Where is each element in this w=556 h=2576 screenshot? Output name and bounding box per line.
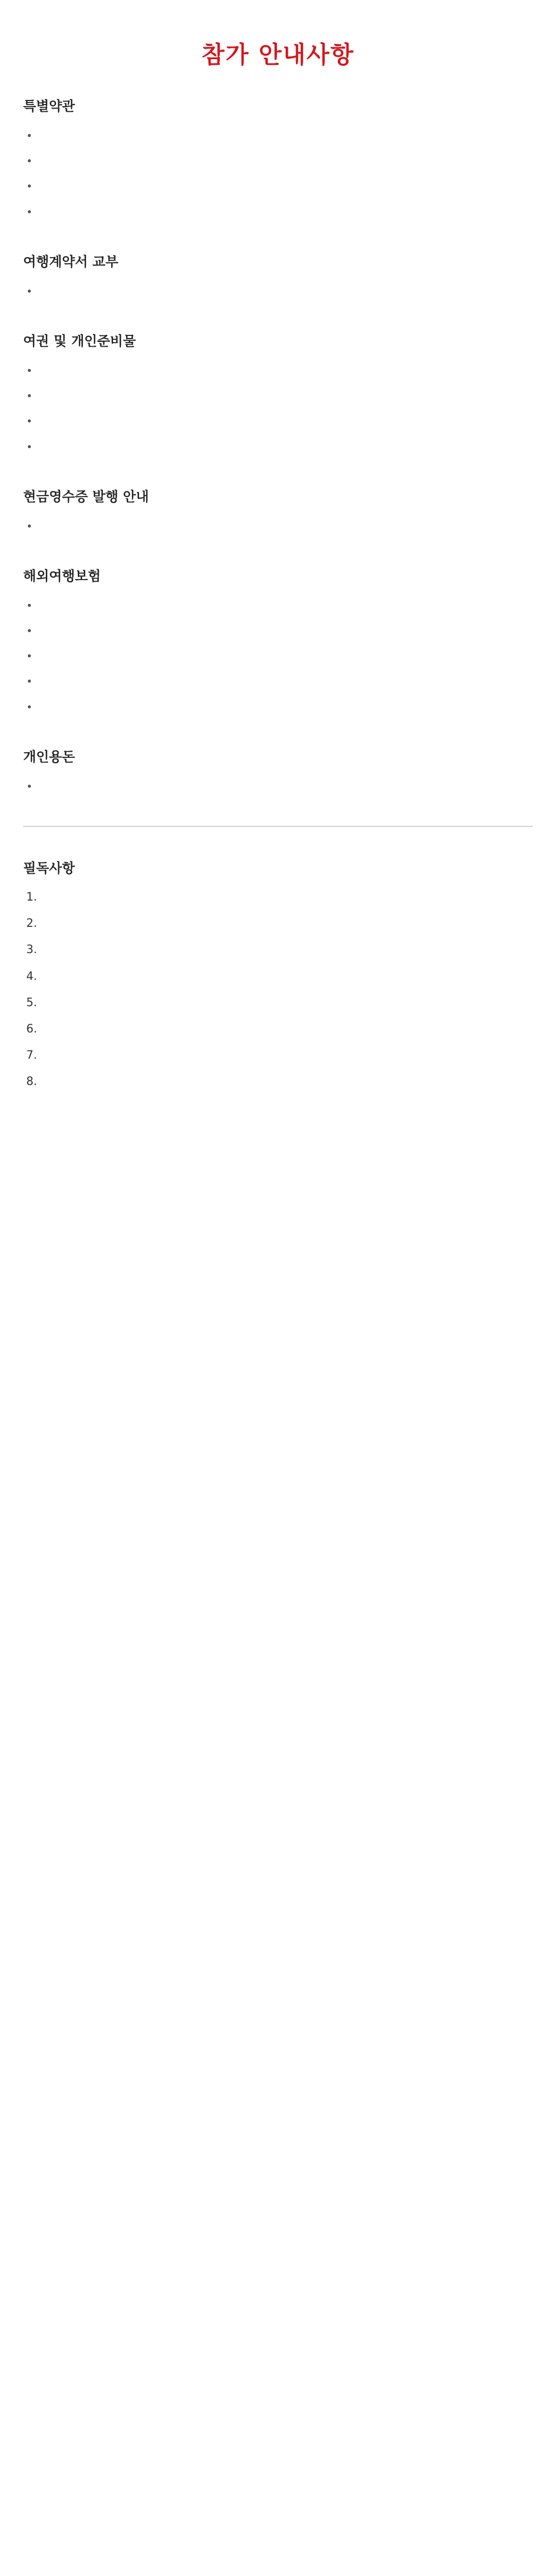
passport-item — [38, 412, 533, 430]
section-delivery — [23, 251, 533, 300]
section-heading-delivery: 여행계약서 교부 — [23, 254, 118, 270]
section-heading-personal: 개인용돈 — [23, 749, 75, 765]
insurance-item — [38, 647, 533, 665]
special-terms-item — [38, 126, 533, 144]
section-heading-special-terms: 특별약관 — [23, 99, 75, 114]
page-title: 참가 안내사항 — [201, 41, 355, 69]
passport-item — [38, 386, 533, 404]
notice-item — [41, 941, 533, 959]
insurance-item — [38, 698, 533, 716]
section-insurance — [23, 566, 533, 716]
passport-item — [38, 361, 533, 379]
special-terms-item — [38, 151, 533, 170]
personal-list — [23, 777, 533, 795]
section-receipt — [23, 486, 533, 535]
personal-item — [38, 777, 533, 795]
section-personal — [23, 747, 533, 795]
passport-item — [38, 437, 533, 455]
section-heading-notice: 필독사항 — [23, 861, 75, 876]
insurance-item — [38, 596, 533, 614]
notice-item — [41, 888, 533, 906]
section-passport — [23, 331, 533, 455]
receipt-item — [38, 517, 533, 535]
section-heading-insurance: 해외여행보험 — [23, 568, 101, 584]
insurance-list — [23, 596, 533, 716]
special-terms-item — [38, 177, 533, 195]
insurance-item — [38, 621, 533, 639]
notice-item — [41, 994, 533, 1012]
insurance-item — [38, 672, 533, 690]
notice-list — [23, 888, 533, 1091]
delivery-list — [23, 282, 533, 300]
special-terms-item — [38, 202, 533, 221]
section-special-terms — [23, 96, 533, 221]
delivery-item — [38, 282, 533, 300]
notice-item — [41, 1046, 533, 1064]
section-heading-passport: 여권 및 개인준비물 — [23, 333, 136, 349]
notice-item — [41, 1073, 533, 1091]
notice-item — [41, 914, 533, 933]
notice-item — [41, 968, 533, 986]
passport-list — [23, 361, 533, 455]
special-terms-list — [23, 126, 533, 221]
section-divider — [23, 826, 533, 827]
receipt-list — [23, 517, 533, 535]
section-notice — [23, 858, 533, 1091]
section-heading-receipt: 현금영수증 발행 안내 — [23, 489, 149, 505]
notice-item — [41, 1020, 533, 1038]
page — [0, 0, 556, 1148]
